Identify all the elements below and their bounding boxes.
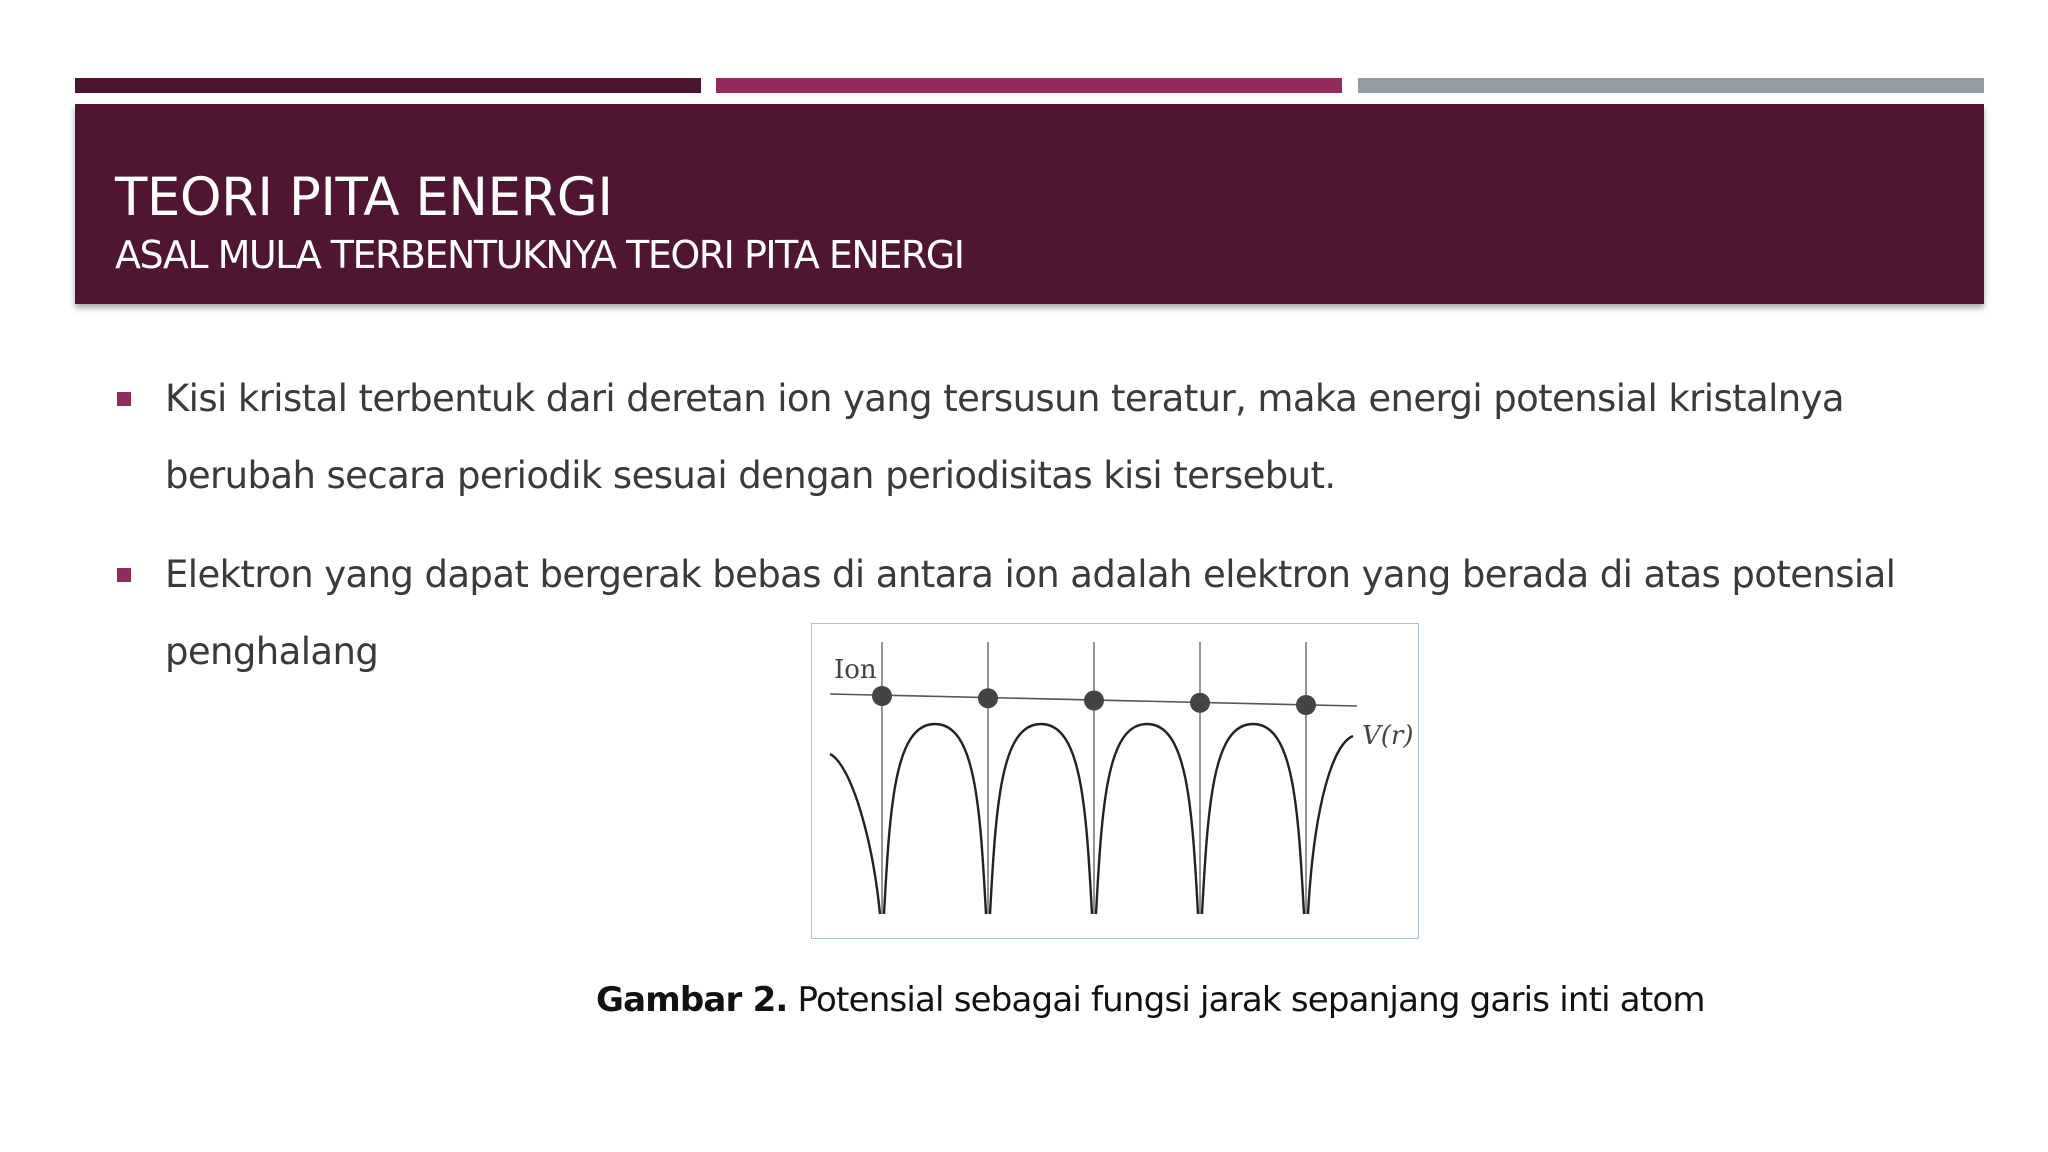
potential-label: V(r) [1362,721,1414,751]
ion-vertical-lines [882,642,1306,914]
ion-dot [1190,693,1210,713]
bullet-text: Kisi kristal terbentuk dari deretan ion yang tersusun teratur, maka energi potensial kristalnya berubah secara periodik sesuai dengan periodisitas kisi tersebut. [165,377,1845,497]
bullet-text: Elektron yang dapat bergerak bebas di antara ion adalah elektron yang berada di atas potensial penghalang [165,553,1896,673]
potential-curve [830,724,1353,914]
ion-dot [1084,691,1104,711]
ion-dot [1296,695,1316,715]
bullet-item [115,360,1965,514]
caption-label: Gambar 2. [596,980,788,1020]
caption-text: Potensial sebagai fungsi jarak sepanjang garis inti atom [787,980,1705,1020]
slide-title: TEORI PITA ENERGI [115,167,613,228]
slide-subtitle: ASAL MULA TERBENTUKNYA TEORI PITA ENERGI [115,233,964,277]
top-bar-accent [716,78,1342,93]
square-bullet-icon [117,568,131,582]
top-bar-gray [1358,78,1984,93]
ion-dot [978,688,998,708]
ion-label: Ion [834,655,877,685]
title-banner [75,104,1984,304]
potential-diagram [811,623,1419,939]
ion-dot [872,686,892,706]
figure-caption [596,978,1705,1022]
top-bar-dark [75,78,701,93]
potential-diagram-svg [812,624,1418,938]
square-bullet-icon [117,392,131,406]
